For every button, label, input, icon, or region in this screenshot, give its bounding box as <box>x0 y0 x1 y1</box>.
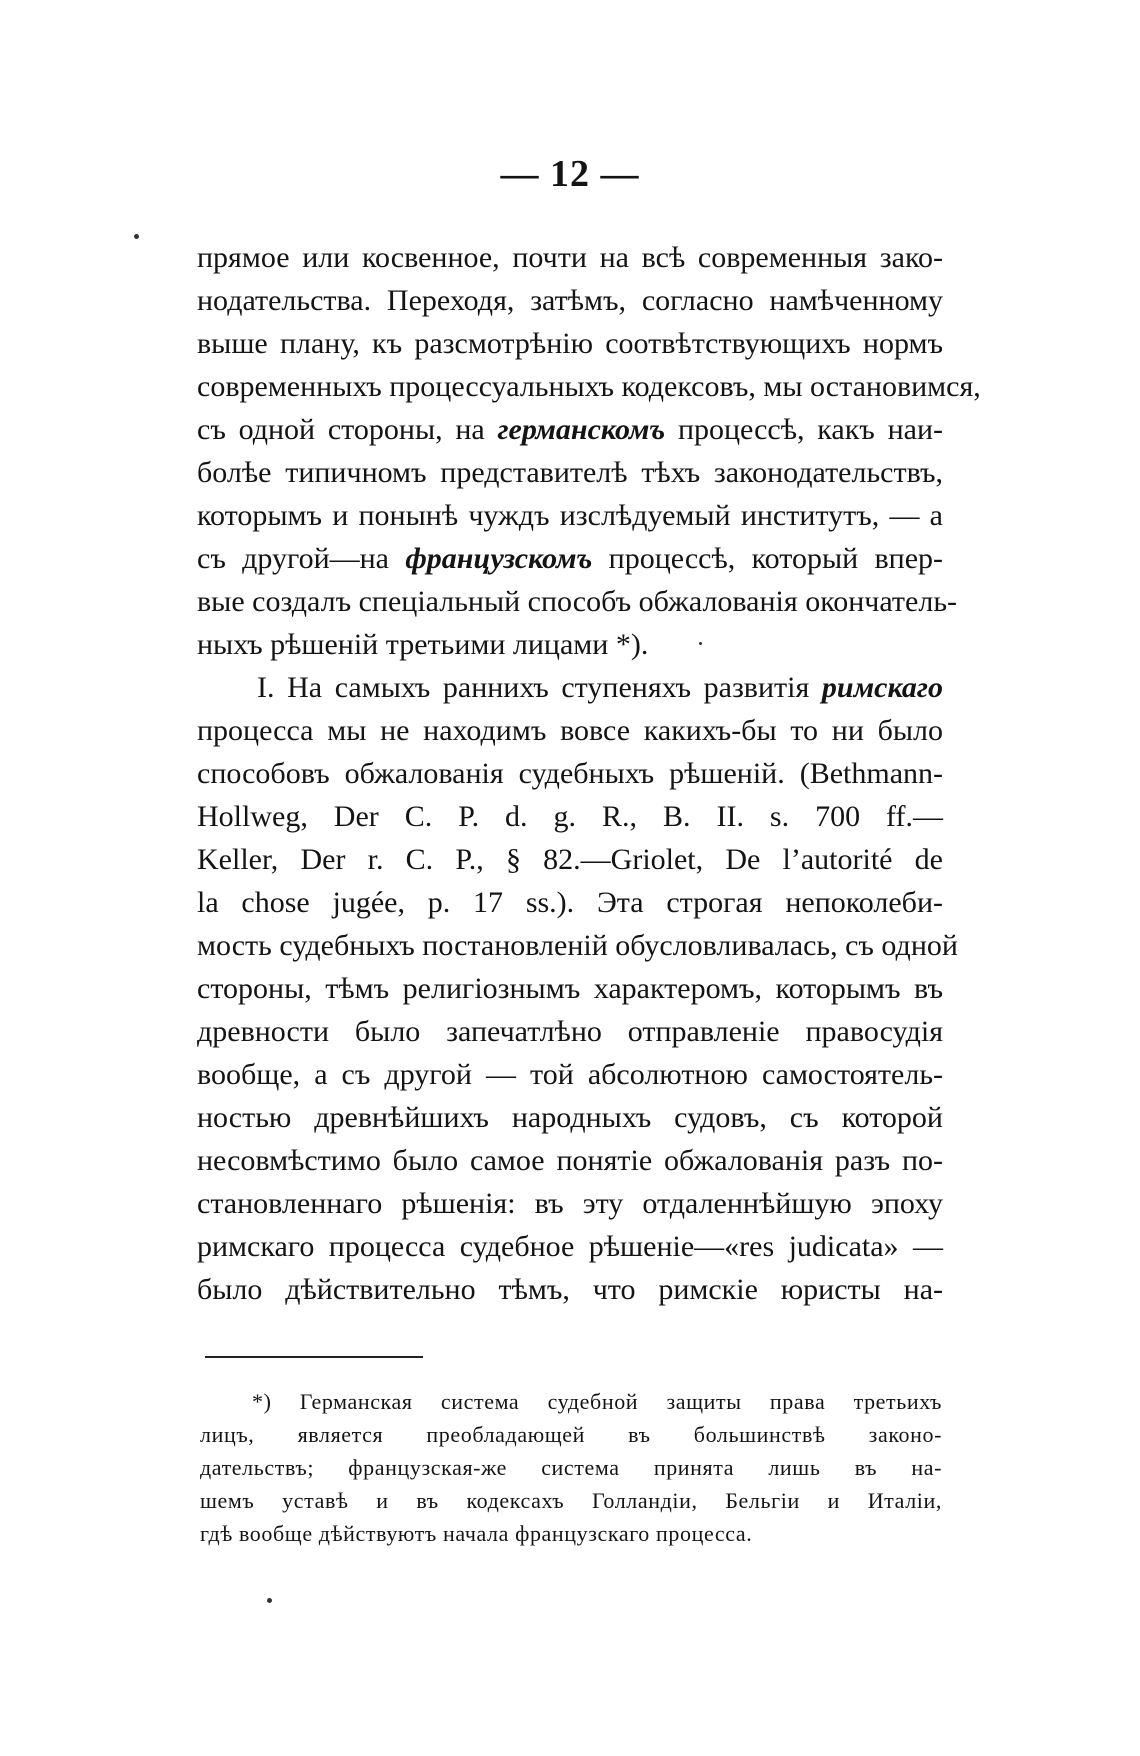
text-line: ностью древнѣйшихъ народныхъ судовъ, съ которой <box>197 1101 943 1134</box>
text-line: римскаго процесса судебное рѣшеніе—«res judicata» — <box>197 1230 943 1263</box>
text-run: съ одной стороны, на <box>197 413 498 446</box>
text-line <box>197 537 943 580</box>
text-run: процессѣ, который впер- <box>592 542 943 575</box>
text-line: становленнаго рѣшенія: въ эту отдаленнѣйшую эпоху <box>197 1187 943 1220</box>
text-line: способовъ обжалованія судебныхъ рѣшеній. (Bethmann- <box>197 757 943 790</box>
text-line: современныхъ процессуальныхъ кодексовъ, мы остановимся, <box>197 370 981 403</box>
text-line: выше плану, къ разсмотрѣнію соотвѣтствующихъ нормъ <box>197 327 943 360</box>
text-line: процесса мы не находимъ вовсе какихъ-бы то ни было <box>197 714 943 747</box>
text-line: Keller, Der r. C. P., § 82.—Griolet, De l’autorité de <box>197 843 943 876</box>
scan-speck <box>134 234 139 239</box>
text-line <box>197 666 943 709</box>
text-line: древности было запечатлѣно отправленіе правосудія <box>197 1015 943 1048</box>
text-line: la chose jugée, p. 17 ss.). Эта строгая непоколеби- <box>197 886 943 919</box>
text-line: мость судебныхъ постановленій обусловливалась, съ одной <box>197 929 958 962</box>
text-line <box>197 408 943 451</box>
text-line: несовмѣстимо было самое понятіе обжалованія разъ по- <box>197 1144 943 1177</box>
text-line: стороны, тѣмъ религіознымъ характеромъ, которымъ въ <box>197 972 943 1005</box>
text-line: Hollweg, Der C. P. d. g. R., B. II. s. 700 ff.— <box>197 800 943 833</box>
text-line: вые создалъ спеціальный способъ обжалованія окончатель- <box>197 585 957 618</box>
text-line: которымъ и понынѣ чуждъ изслѣдуемый институтъ, — а <box>197 499 943 532</box>
text-run: процессѣ, какъ наи- <box>665 413 943 446</box>
footnote-line: гдѣ вообще дѣйствуютъ начала французскаго процесса. <box>200 1521 753 1546</box>
emphasis-french: французскомъ <box>405 542 593 575</box>
text-line: ныхъ рѣшеній третьими лицами *). <box>197 628 649 661</box>
footnote-line: шемъ уставѣ и въ кодексахъ Голландіи, Бельгіи и Италіи, <box>200 1488 942 1513</box>
scan-speck <box>699 642 702 645</box>
text-line: болѣе типичномъ представителѣ тѣхъ законодательствъ, <box>197 456 943 489</box>
text-run: съ другой—на <box>197 542 406 575</box>
emphasis-roman: римскаго <box>821 671 943 704</box>
text-line: было дѣйствительно тѣмъ, что римскіе юристы на- <box>197 1273 943 1306</box>
footnote-line: лицъ, является преобладающей въ большинствѣ законо- <box>200 1422 942 1447</box>
main-text <box>197 236 981 1311</box>
footnote-line: *) Германская система судебной защиты права третьихъ <box>252 1389 942 1414</box>
text-line: прямое или косвенное, почти на всѣ современныя зако- <box>197 241 943 274</box>
scan-speck <box>267 1598 272 1603</box>
footnote-line: дательствъ; французская-же система принята лишь въ на- <box>200 1455 942 1480</box>
text-line: нодательства. Переходя, затѣмъ, согласно намѣченному <box>197 284 943 317</box>
text-line: вообще, а съ другой — той абсолютною самостоятель- <box>197 1058 943 1091</box>
footnote <box>200 1385 942 1550</box>
footnote-divider <box>205 1356 423 1358</box>
page-number: — 12 — <box>500 153 640 195</box>
emphasis-german: германскомъ <box>497 413 666 446</box>
text-run: I. На самыхъ раннихъ ступеняхъ развитія <box>257 671 822 704</box>
